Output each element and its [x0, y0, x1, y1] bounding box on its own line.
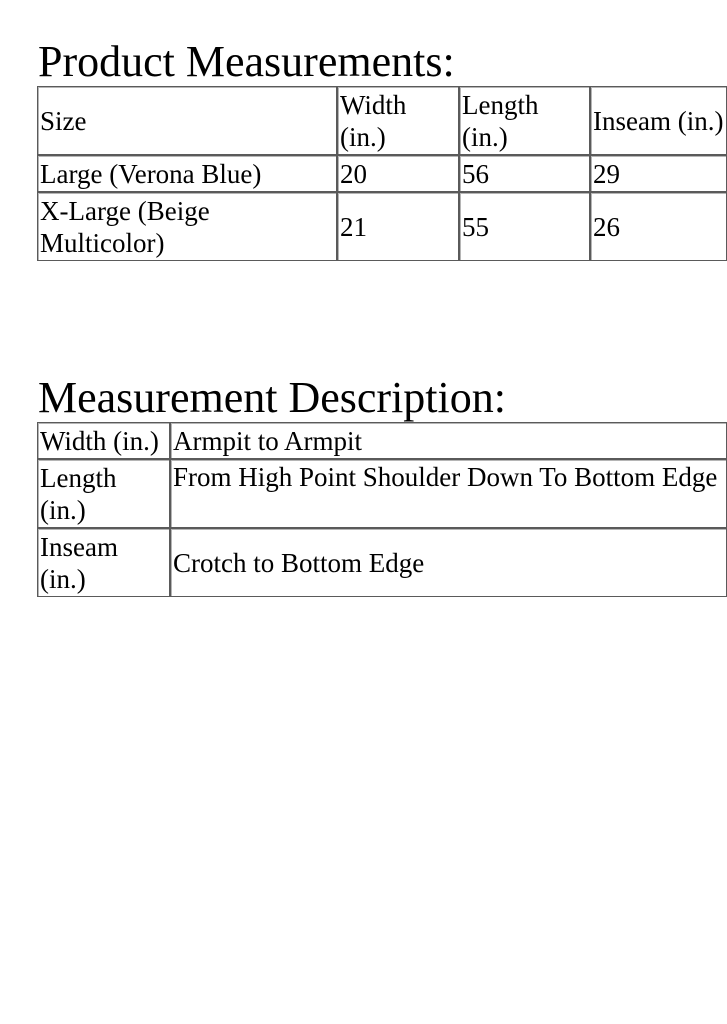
measurement-name-cell: Length (in.) [37, 459, 170, 528]
table-row [37, 528, 727, 597]
measurement-name-cell: Width (in.) [37, 422, 170, 459]
table-row [37, 422, 727, 459]
length-cell: 56 [459, 155, 590, 192]
table-row [37, 192, 727, 261]
inseam-cell: 29 [590, 155, 727, 192]
measurement-description-title: Measurement Description: [38, 373, 506, 422]
table-row [37, 459, 727, 528]
table-row [37, 155, 727, 192]
width-cell: 20 [337, 155, 459, 192]
measurement-description-table-wrapper [37, 422, 718, 606]
table-header-row [37, 86, 727, 155]
product-measurements-title: Product Measurements: [38, 37, 455, 86]
product-measurements-table [37, 86, 727, 261]
inseam-cell: 26 [590, 192, 727, 261]
header-inseam: Inseam (in.) [590, 86, 727, 155]
length-cell: 55 [459, 192, 590, 261]
measurement-name-cell: Inseam (in.) [37, 528, 170, 597]
size-cell: Large (Verona Blue) [37, 155, 337, 192]
header-width: Width (in.) [337, 86, 459, 155]
size-cell: X-Large (Beige Multicolor) [37, 192, 337, 261]
measurement-description-cell: From High Point Shoulder Down To Bottom Edge [170, 459, 727, 528]
width-cell: 21 [337, 192, 459, 261]
product-measurements-table-wrapper [37, 86, 724, 270]
header-length: Length (in.) [459, 86, 590, 155]
measurement-description-table [37, 422, 727, 597]
measurement-description-cell: Armpit to Armpit [170, 422, 727, 459]
header-size: Size [37, 86, 337, 155]
measurement-description-cell: Crotch to Bottom Edge [170, 528, 727, 597]
